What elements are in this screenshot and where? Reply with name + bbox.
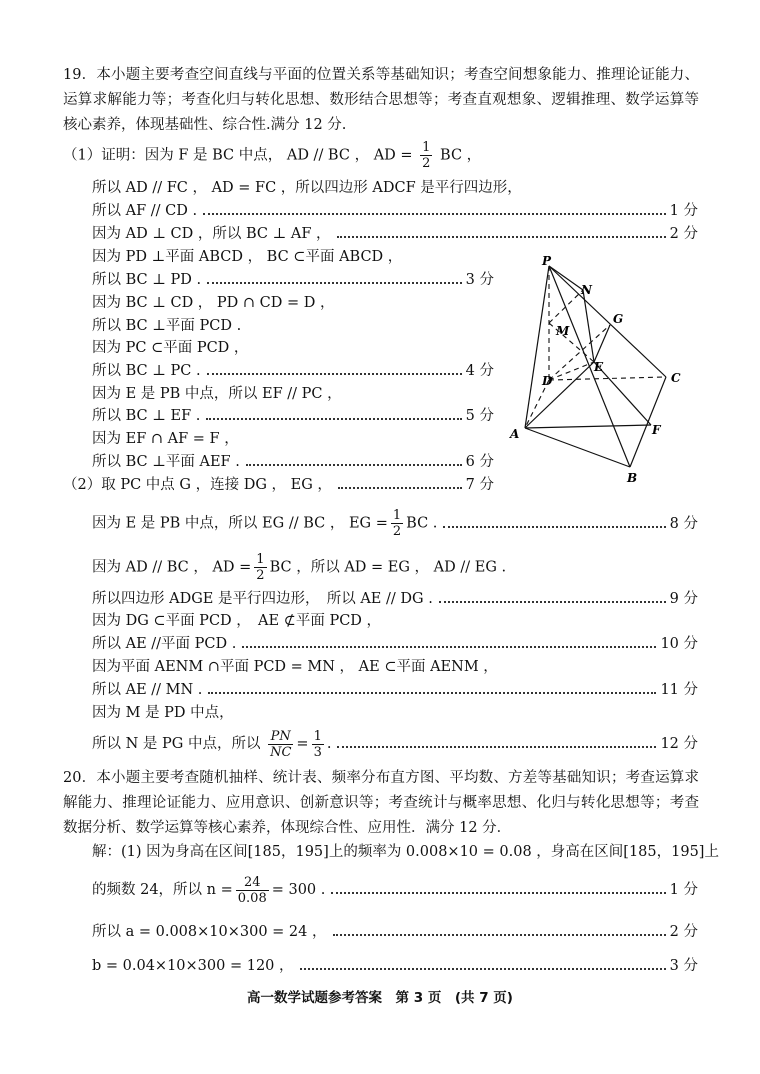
fraction-numerator: 1 xyxy=(392,508,402,523)
n-tail: . xyxy=(326,736,332,752)
q19-line-eg xyxy=(92,508,698,539)
q19-part1-intro xyxy=(63,140,481,171)
page-footer: 高一数学试题参考答案 第 3 页 (共 7 页) xyxy=(247,990,513,1006)
q19-line-dg: 因为 DG ⊂平面 PCD ， AE ⊄平面 PCD ， xyxy=(92,613,382,629)
label-n: N xyxy=(581,283,592,297)
score-4: 4 分 xyxy=(465,363,494,379)
n-text: 所以 N 是 PG 中点，所以 xyxy=(92,736,261,752)
score-10: 10 分 xyxy=(660,636,698,652)
q20-sol-line4 xyxy=(92,956,698,976)
line-text: 所以 a = 0.008×10×300 = 24 ， xyxy=(92,924,327,940)
line-text: 所以 AE //平面 PCD . xyxy=(92,636,237,652)
line-text: 因为 AD ⊥ CD ，所以 BC ⊥ AF ， xyxy=(92,226,331,242)
fraction-denominator: 0.08 xyxy=(237,890,267,906)
eg-math: EG = xyxy=(348,515,388,532)
score-7: 7 分 xyxy=(465,477,494,493)
fraction-numerator: 1 xyxy=(422,140,431,155)
q20-header: 20．本小题主要考查随机抽样、统计表、频率分布直方图、平均数、方差等基础知识；考查运算求解能力、推理论证能力、应用意识、创新意识等；考查统计与概率思想、化归与转化思想等；考查数据分析、数学运算等核心素养，体现综合性、应用性．满分 12 分． xyxy=(63,770,699,836)
label-a: A xyxy=(510,427,520,441)
q19-line-aemn xyxy=(92,680,698,700)
fraction-denominator: 2 xyxy=(392,524,402,539)
fraction-numerator: 24 xyxy=(236,875,269,891)
label-b: B xyxy=(627,471,638,485)
q19-line-aenm: 因为平面 AENM ∩平面 PCD = MN ， AE ⊂平面 AENM ， xyxy=(92,659,498,675)
edge-pa xyxy=(525,266,549,428)
q19-line-n xyxy=(92,728,698,760)
q19-line-bccd: 因为 BC ⊥ CD ， PD ∩ CD = D ， xyxy=(92,295,335,311)
label-f: F xyxy=(652,423,661,437)
q19-line-adge xyxy=(92,589,698,609)
score-12: 12 分 xyxy=(660,736,698,752)
fraction-numerator: PN xyxy=(268,729,293,745)
line-text: 所以 BC ⊥ EF . xyxy=(92,408,201,424)
score-5: 5 分 xyxy=(465,408,494,424)
line-text: 所以 BC ⊥ PD . xyxy=(92,272,202,288)
edge-eg xyxy=(594,325,610,362)
q19-line-bcef xyxy=(92,406,494,426)
q19-line-aepcd xyxy=(92,634,698,654)
edge-ae xyxy=(525,362,594,428)
edge-ne xyxy=(583,290,594,362)
q19-line-adcd xyxy=(92,224,698,244)
sol2-pre: 的频数 24，所以 n = xyxy=(92,882,233,898)
q19-header: 19．本小题主要考查空间直线与平面的位置关系等基础知识；考查空间想象能力、推理论证能力、运算求解能力等；考查化归与转化思想、数形结合思想等；考查直观想象、逻辑推理、数学运算等核心素养，体现基础性、综合性.满分 12 分. xyxy=(63,67,699,133)
score-6: 6 分 xyxy=(465,454,494,470)
score-9: 9 分 xyxy=(669,591,698,607)
label-p: P xyxy=(542,254,552,268)
score-8: 8 分 xyxy=(669,515,698,532)
fraction-one-half xyxy=(391,508,403,539)
q19-line-afc: 所以 AD // FC ， AD = FC ，所以四边形 ADCF 是平行四边形， xyxy=(92,180,522,196)
q19-line-bcpcd: 所以 BC ⊥平面 PCD . xyxy=(92,318,242,334)
q19-part1-intro-math: AD = xyxy=(373,147,413,164)
fraction-n xyxy=(236,875,269,906)
fraction-numerator: 1 xyxy=(313,728,322,744)
line-text: （2）取 PC 中点 G ，连接 DG ， EG ， xyxy=(63,477,332,493)
fraction-numerator: 1 xyxy=(256,552,265,567)
q19-line-pd: 因为 PD ⊥平面 ABCD ， BC ⊂平面 ABCD ， xyxy=(92,249,403,265)
line-text: 所以 BC ⊥平面 AEF . xyxy=(92,454,240,470)
edge-de xyxy=(549,362,594,380)
q19-line-afcd xyxy=(92,201,698,221)
eg-text: 因为 E 是 PB 中点，所以 EG // BC ， xyxy=(92,515,345,532)
q19-part1-intro-text: （1）证明：因为 F 是 BC 中点， AD // BC ， xyxy=(63,147,370,164)
q19-line-efaf: 因为 EF ∩ AF = F ， xyxy=(92,431,239,447)
score-11: 11 分 xyxy=(660,682,698,698)
q19-line-pcpcd: 因为 PC ⊂平面 PCD ， xyxy=(92,340,249,356)
label-d: D xyxy=(542,374,553,388)
q19-part2-intro xyxy=(63,475,494,495)
fraction-pn-nc xyxy=(268,729,293,760)
edge-mn xyxy=(549,290,583,323)
equals-sign: = xyxy=(296,736,309,752)
fraction-one-third xyxy=(312,729,324,760)
label-g: G xyxy=(613,312,624,326)
line-text: 所以四边形 ADGE 是平行四边形， 所以 AE // DG . xyxy=(92,591,433,607)
ad-math: AD = xyxy=(212,559,252,576)
q19-line-ad xyxy=(92,552,506,583)
score-2: 2 分 xyxy=(669,924,698,940)
label-c: C xyxy=(671,371,681,385)
q19-line-bcaef xyxy=(92,452,494,472)
edge-pc xyxy=(549,266,666,377)
line-text: b = 0.04×10×300 = 120 ， xyxy=(92,958,294,974)
fraction-one-half xyxy=(254,552,266,583)
eg-tail: BC . xyxy=(406,515,438,532)
q20-sol-line3 xyxy=(92,922,698,942)
label-m: M xyxy=(556,324,570,338)
ad-text: 因为 AD // BC ， xyxy=(92,559,208,576)
fraction-denominator: NC xyxy=(270,744,292,760)
score-3: 3 分 xyxy=(669,958,698,974)
q19-line-e: 因为 E 是 PB 中点，所以 EF // PC ， xyxy=(92,386,342,402)
pyramid-figure xyxy=(505,250,705,490)
edge-af xyxy=(525,425,651,428)
fraction-one-half xyxy=(420,140,432,171)
line-text: 所以 BC ⊥ PC . xyxy=(92,363,201,379)
line-text: 所以 AE // MN . xyxy=(92,682,203,698)
sol2-tail: = 300 . xyxy=(271,882,326,898)
ad-tail: BC ，所以 AD = EG ， AD // EG . xyxy=(269,559,507,576)
line-text: 所以 AF // CD . xyxy=(92,203,198,219)
q20-sol-line1: 解：(1) 因为身高在区间[185，195]上的频率为 0.008×10 = 0.08 ，身高在区间[185，195]上 xyxy=(92,844,719,860)
fraction-denominator: 3 xyxy=(313,744,322,760)
line-text xyxy=(92,508,437,539)
score-1: 1 分 xyxy=(669,203,698,219)
score-3: 3 分 xyxy=(465,272,494,288)
fraction-denominator: 2 xyxy=(256,568,265,583)
line-text xyxy=(92,728,331,760)
q19-line-bcpc xyxy=(92,361,494,381)
label-e: E xyxy=(594,360,604,374)
q19-line-m: 因为 M 是 PD 中点， xyxy=(92,705,234,721)
line-text xyxy=(92,874,325,906)
score-2: 2 分 xyxy=(669,226,698,242)
q20-sol-line2 xyxy=(92,874,698,906)
q19-line-bcpd xyxy=(92,270,494,290)
edge-ab xyxy=(525,428,630,467)
q19-part1-intro-tail: BC ， xyxy=(440,147,482,164)
fraction-denominator: 2 xyxy=(422,156,431,171)
score-1: 1 分 xyxy=(669,882,698,898)
